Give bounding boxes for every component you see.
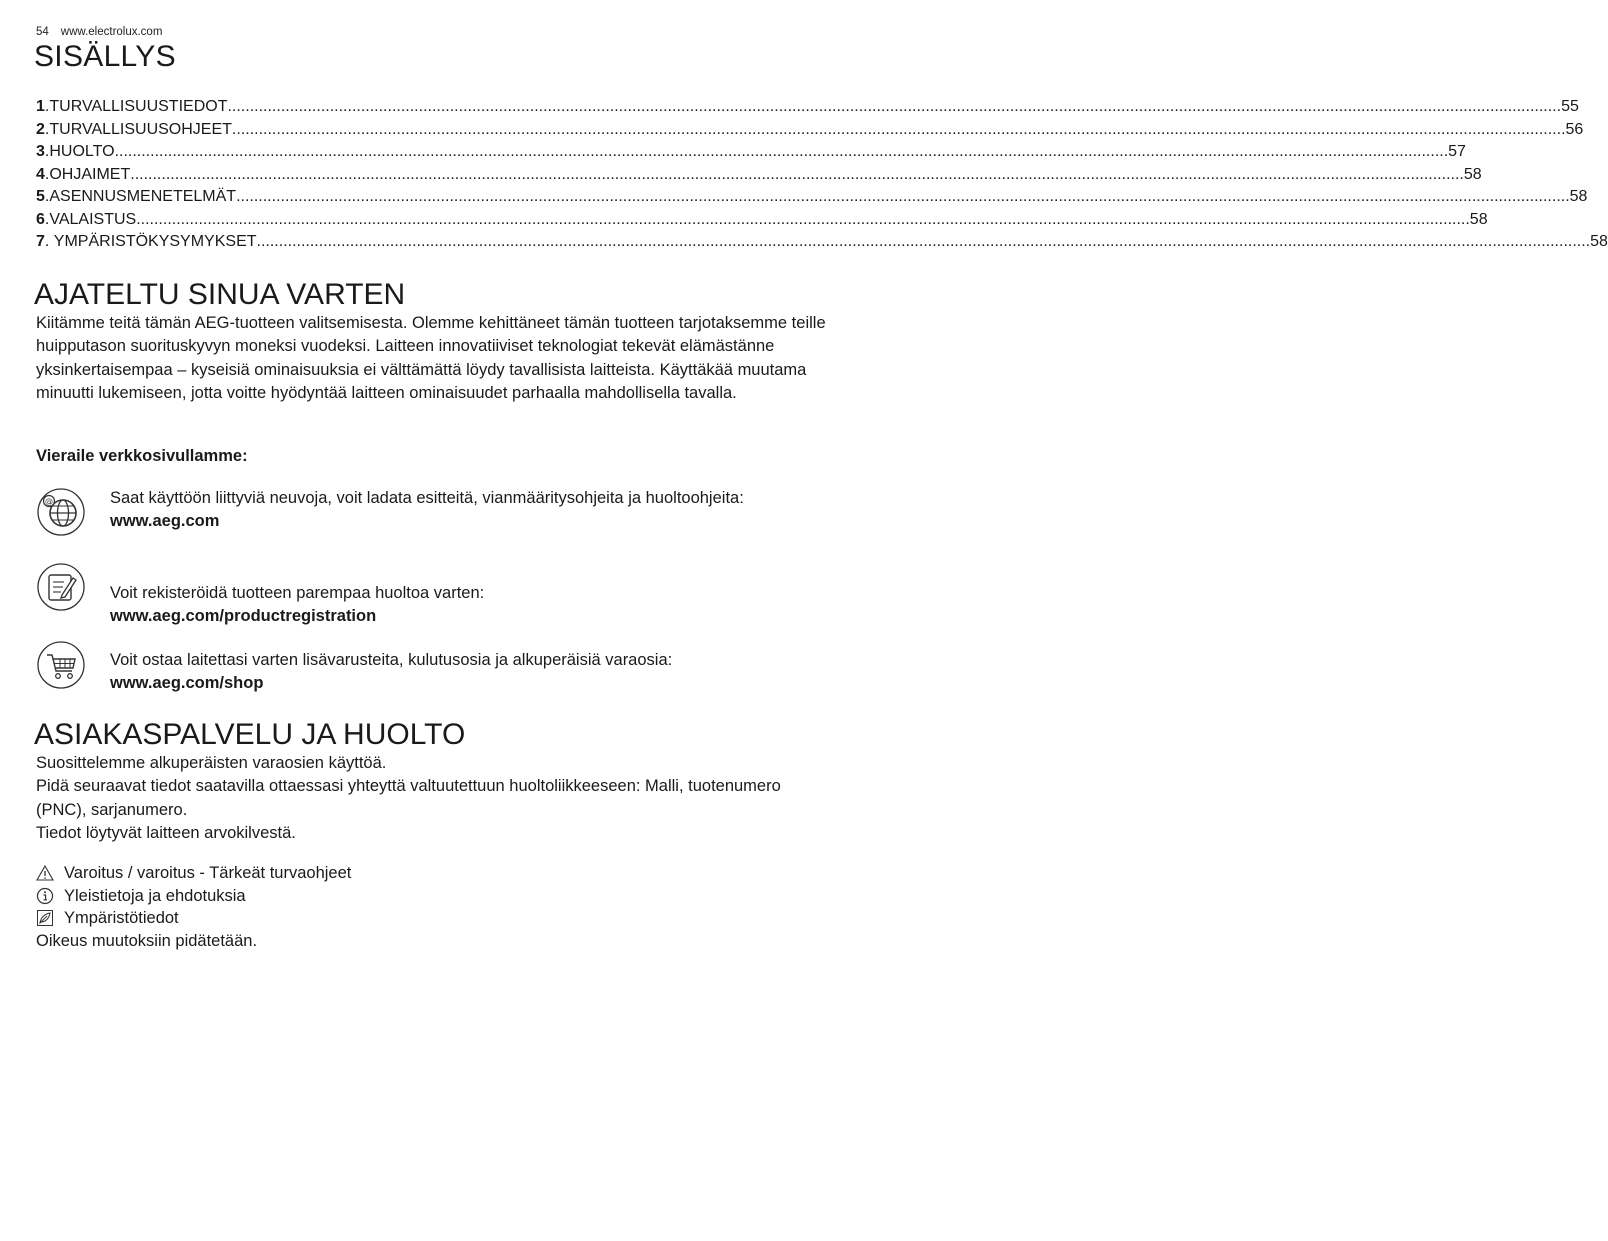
toc-leader-dots: ............................................................................................................................................................................................................................................................................................................	[236, 188, 1570, 205]
toc-separator: .	[44, 188, 50, 205]
toc-separator: .	[44, 120, 50, 138]
svg-text:@: @	[45, 497, 53, 506]
globe-at-icon	[36, 487, 86, 537]
service-line: Tiedot löytyvät laitteen arvokilvestä.	[36, 823, 296, 842]
register-notepad-icon	[36, 562, 86, 612]
warning-triangle-icon	[36, 864, 54, 882]
service-heading: ASIAKASPALVELU JA HUOLTO	[34, 718, 466, 751]
toc-entry-title: OHJAIMET	[49, 165, 131, 183]
toc-separator: .	[44, 98, 50, 115]
website-url[interactable]: www.electrolux.com	[60, 26, 163, 38]
intro-paragraph: Kiitämme teitä tämän AEG-tuotteen valitsemisesta. Olemme kehittäneet tämän tuotteen tarjotaksemme teille huipputason suorituskyvyn moneksi vuodeksi. Laitteen innovatiiviset teknologiat tekevät elämästänne yksinkertaisempaa – kyseisiä ominaisuuksia ei välttämättä löydy tavallisista laitteista. Käyttäkää muutama minuutti lukemiseen, jotta voitte hyödyntää laitteen ominaisuudet parhaalla mahdollisella tavalla.	[36, 314, 826, 402]
toc-entry-title: HUOLTO	[49, 143, 115, 160]
toc-row[interactable]	[36, 96, 1579, 119]
toc-number: 4	[36, 165, 45, 183]
legend-text: Yleistietoja ja ehdotuksia	[64, 886, 246, 905]
toc-page-number: 58	[1590, 233, 1608, 250]
toc-separator: .	[44, 210, 50, 228]
legend-row-warning	[36, 862, 636, 885]
visit-description: Voit ostaa laitettasi varten lisävarusteita, kulutusosia ja alkuperäisiä varaosia:	[110, 651, 673, 669]
visit-link[interactable]: www.aeg.com/productregistration	[110, 607, 377, 625]
toc-leader-dots: ............................................................................................................................................................................................................................................................................................................	[256, 233, 1591, 250]
legend-row-info	[36, 885, 636, 908]
page-number: 54	[36, 26, 49, 38]
toc-page-number: 55	[1561, 98, 1579, 115]
legend-row-environment	[36, 907, 636, 930]
toc-number: 3	[36, 143, 45, 160]
toc-page-number: 56	[1565, 120, 1584, 138]
toc-entry-title: YMPÄRISTÖKYSYMYKSET	[53, 233, 257, 250]
service-line: Pidä seuraavat tiedot saatavilla ottaessasi yhteyttä valtuutettuun huoltoliikkeeseen: Malli, tuotenumero (PNC), sarjanumero.	[36, 777, 781, 819]
visit-item-text	[110, 649, 810, 695]
service-line: Suosittelemme alkuperäisten varaosien käyttöä.	[36, 754, 387, 772]
toc-row[interactable]	[36, 141, 1466, 164]
toc-row[interactable]	[36, 164, 1482, 187]
toc-leader-dots: ............................................................................................................................................................................................................................................................................................................	[136, 210, 1470, 228]
visit-item-text	[110, 487, 810, 533]
toc-separator: .	[44, 143, 50, 160]
toc-entry-title: ASENNUSMENETELMÄT	[49, 188, 237, 205]
toc-entry-title: TURVALLISUUSOHJEET	[49, 120, 232, 138]
legend-note: Oikeus muutoksiin pidätetään.	[36, 931, 258, 950]
visit-description: Saat käyttöön liittyviä neuvoja, voit ladata esitteitä, vianmääritysohjeita ja huoltoohjeita:	[110, 489, 744, 507]
toc-row[interactable]	[36, 231, 1608, 254]
visit-label: Vieraile verkkosivullamme:	[36, 447, 248, 465]
toc-leader-dots: ............................................................................................................................................................................................................................................................................................................	[227, 98, 1562, 115]
toc-leader-dots: ............................................................................................................................................................................................................................................................................................................	[231, 120, 1566, 138]
toc-title: SISÄLLYS	[34, 40, 176, 73]
visit-link[interactable]: www.aeg.com/shop	[110, 674, 264, 692]
toc-separator: .	[44, 233, 54, 250]
toc-leader-dots: ............................................................................................................................................................................................................................................................................................................	[114, 143, 1449, 160]
toc-leader-dots: ............................................................................................................................................................................................................................................................................................................	[130, 165, 1464, 183]
toc-number: 1	[36, 98, 45, 115]
table-of-contents	[36, 96, 1608, 254]
toc-page-number: 58	[1569, 188, 1588, 205]
intro-heading: AJATELTU SINUA VARTEN	[34, 278, 406, 311]
toc-page-number: 57	[1448, 143, 1466, 160]
toc-separator: .	[44, 165, 50, 183]
info-circle-icon	[36, 887, 54, 905]
service-section	[36, 752, 826, 845]
toc-number: 7	[36, 233, 45, 250]
page-header	[36, 26, 162, 38]
toc-entry-title: VALAISTUS	[49, 210, 137, 228]
toc-entry-title: TURVALLISUUSTIEDOT	[49, 98, 228, 115]
toc-number: 6	[36, 210, 45, 228]
leaf-environment-icon	[36, 909, 54, 927]
toc-number: 2	[36, 120, 45, 138]
visit-item-text	[110, 582, 810, 628]
toc-row[interactable]	[36, 209, 1488, 232]
legend-text: Ympäristötiedot	[64, 909, 179, 927]
visit-link[interactable]: www.aeg.com	[110, 512, 220, 530]
toc-row[interactable]	[36, 186, 1588, 209]
toc-page-number: 58	[1463, 165, 1482, 183]
visit-description: Voit rekisteröidä tuotteen parempaa huoltoa varten:	[110, 584, 485, 602]
toc-row[interactable]	[36, 119, 1584, 142]
shopping-cart-icon	[36, 640, 86, 690]
toc-page-number: 58	[1469, 210, 1488, 228]
legend-text: Varoitus / varoitus - Tärkeät turvaohjeet	[64, 864, 352, 882]
symbol-legend	[36, 862, 636, 952]
toc-number: 5	[36, 188, 45, 205]
